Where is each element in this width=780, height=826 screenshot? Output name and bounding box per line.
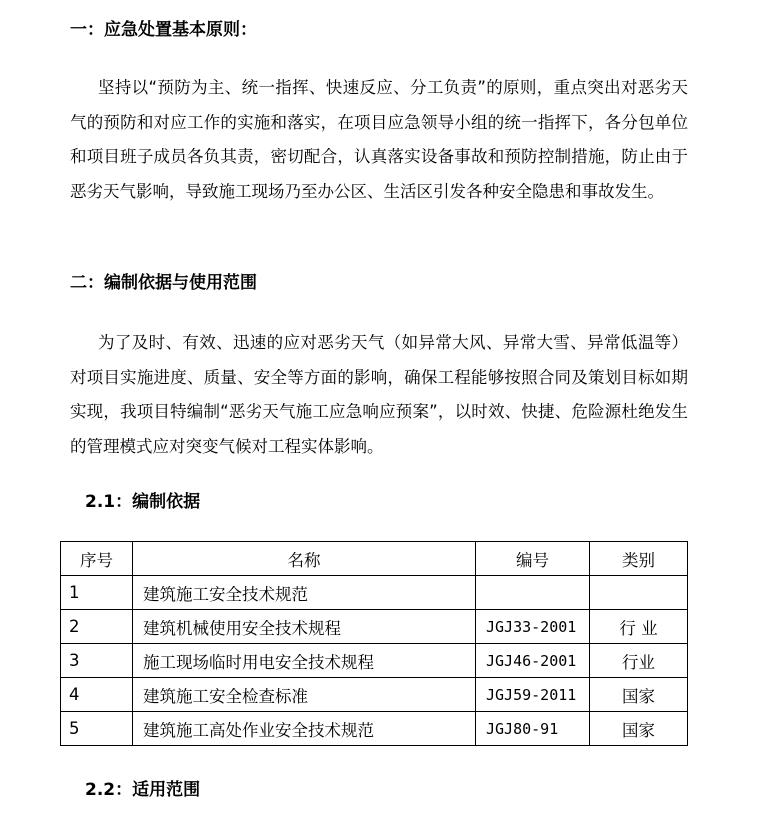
table-header-row: [61, 542, 688, 576]
cell-index: 3: [61, 644, 133, 678]
section-2-heading: 二：编制依据与使用范围: [70, 273, 257, 293]
cell-code: JGJ59-2011: [476, 678, 590, 712]
cell-category: 国家: [590, 712, 688, 746]
section-2-paragraph: 为了及时、有效、迅速的应对恶劣天气（如异常大风、异常大雪、异常低温等）对项目实施进度、质量、安全等方面的影响，确保工程能够按照合同及策划目标如期实现，我项目特编制“恶劣天气施工应急响应预案”，以时效、快捷、危险源杜绝发生的管理模式应对突变气候对工程实体影响。: [70, 333, 688, 456]
cell-category: 行 业: [590, 610, 688, 644]
cell-category: 国家: [590, 678, 688, 712]
header-index: 序号: [61, 542, 133, 576]
header-code: 编号: [476, 542, 590, 576]
cell-name: 施工现场临时用电安全技术规程: [133, 644, 476, 678]
cell-index: 5: [61, 712, 133, 746]
cell-code: [476, 576, 590, 610]
cell-index: 4: [61, 678, 133, 712]
cell-category: 行业: [590, 644, 688, 678]
cell-code: JGJ33-2001: [476, 610, 590, 644]
section-1-heading: 一：应急处置基本原则：: [70, 20, 257, 40]
table-row: [61, 610, 688, 644]
cell-name: 建筑机械使用安全技术规程: [133, 610, 476, 644]
section-2-1-heading: 2.1：编制依据: [85, 492, 201, 512]
table-row: [61, 644, 688, 678]
section-1-paragraph: 坚持以“预防为主、统一指挥、快速反应、分工负责”的原则，重点突出对恶劣天气的预防和对应工作的实施和落实，在项目应急领导小组的统一指挥下，各分包单位和项目班子成员各负其责，密切配合，认真落实设备事故和预防控制措施，防止由于恶劣天气影响，导致施工现场乃至办公区、生活区引发各种安全隐患和事故发生。: [70, 78, 688, 201]
table-row: [61, 712, 688, 746]
cell-index: 2: [61, 610, 133, 644]
table-row: [61, 576, 688, 610]
header-name: 名称: [133, 542, 476, 576]
table-row: [61, 678, 688, 712]
section-2-2-heading: 2.2：适用范围: [85, 780, 201, 800]
cell-code: JGJ46-2001: [476, 644, 590, 678]
cell-code: JGJ80-91: [476, 712, 590, 746]
cell-name: 建筑施工安全检查标准: [133, 678, 476, 712]
cell-name: 建筑施工高处作业安全技术规范: [133, 712, 476, 746]
cell-index: 1: [61, 576, 133, 610]
header-category: 类别: [590, 542, 688, 576]
cell-name: 建筑施工安全技术规范: [133, 576, 476, 610]
standards-table: [60, 541, 688, 746]
cell-category: [590, 576, 688, 610]
